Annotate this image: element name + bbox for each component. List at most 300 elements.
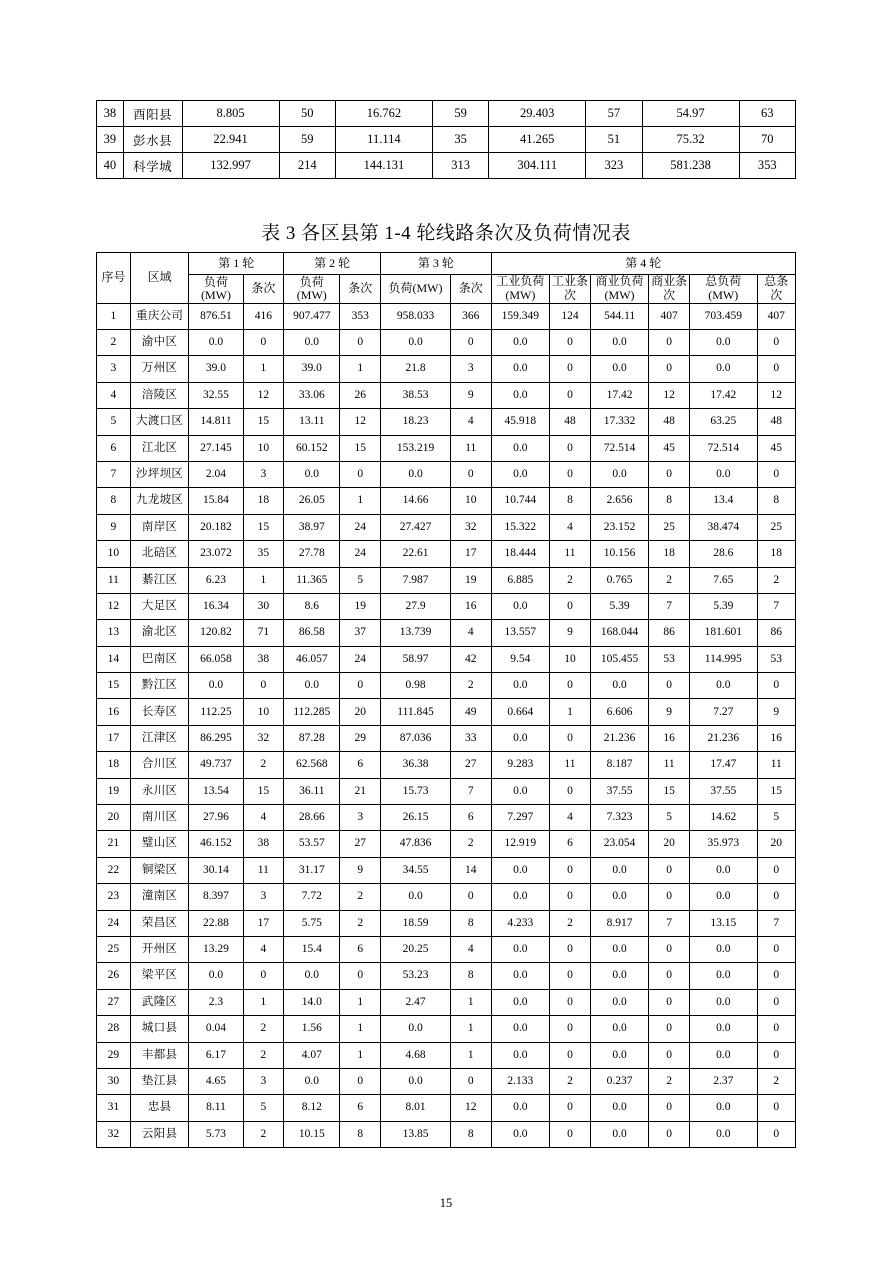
- cell-value: 6: [340, 936, 381, 962]
- cell-value: 46.057: [284, 646, 340, 672]
- cell-area: 铜梁区: [130, 857, 189, 883]
- header-seq: 序号: [97, 253, 131, 304]
- cell-seq: 6: [97, 435, 131, 461]
- cell-value: 23.072: [189, 541, 243, 567]
- cell-value: 29.403: [489, 101, 586, 127]
- cell-area: 南岸区: [130, 514, 189, 540]
- cell-area: 城口县: [130, 1016, 189, 1042]
- cell-value: 2: [757, 567, 795, 593]
- cell-value: 0.0: [590, 461, 649, 487]
- cell-seq: 16: [97, 699, 131, 725]
- cell-value: 63: [739, 101, 795, 127]
- cell-value: 8.397: [189, 884, 243, 910]
- cell-value: 13.4: [689, 488, 757, 514]
- cell-value: 6: [450, 805, 491, 831]
- cell-value: 0: [550, 1016, 591, 1042]
- cell-value: 7.987: [381, 567, 451, 593]
- cell-value: 0.0: [689, 1016, 757, 1042]
- cell-value: 22.941: [182, 127, 279, 153]
- cell-value: 70: [739, 127, 795, 153]
- table-title: 表 3 各区县第 1-4 轮线路条次及负荷情况表: [261, 223, 631, 244]
- cell-value: 8: [450, 910, 491, 936]
- cell-value: 25: [649, 514, 690, 540]
- cell-value: 132.997: [182, 153, 279, 179]
- cell-value: 18: [649, 541, 690, 567]
- cell-value: 0.0: [590, 1095, 649, 1121]
- cell-area: 开州区: [130, 936, 189, 962]
- cell-value: 12: [757, 382, 795, 408]
- cell-value: 6: [550, 831, 591, 857]
- cell-value: 15.73: [381, 778, 451, 804]
- cell-value: 0: [450, 1068, 491, 1094]
- cell-value: 10.15: [284, 1121, 340, 1147]
- cell-value: 13.15: [689, 910, 757, 936]
- cell-seq: 5: [97, 409, 131, 435]
- cell-value: 41.265: [489, 127, 586, 153]
- cell-area: 綦江区: [130, 567, 189, 593]
- cell-value: 214: [279, 153, 335, 179]
- table-row: [97, 620, 796, 646]
- cell-seq: 27: [97, 989, 131, 1015]
- cell-value: 4: [450, 620, 491, 646]
- cell-value: 46.152: [189, 831, 243, 857]
- cell-area: 云阳县: [130, 1121, 189, 1147]
- cell-value: 0.0: [381, 1016, 451, 1042]
- cell-value: 13.739: [381, 620, 451, 646]
- cell-value: 3: [340, 805, 381, 831]
- table-row: [97, 488, 796, 514]
- cell-value: 0.0: [689, 329, 757, 355]
- cell-value: 0: [649, 884, 690, 910]
- cell-value: 2: [550, 1068, 591, 1094]
- cell-value: 12: [649, 382, 690, 408]
- header-industrial-load: 工业负荷(MW): [491, 275, 550, 304]
- cell-value: 10: [243, 435, 284, 461]
- table-row: [97, 1016, 796, 1042]
- cell-seq: 1: [97, 303, 131, 329]
- cell-seq: 32: [97, 1121, 131, 1147]
- cell-value: 2: [340, 910, 381, 936]
- cell-value: 86.58: [284, 620, 340, 646]
- header-load-2: [284, 275, 340, 304]
- cell-value: 0: [649, 963, 690, 989]
- cell-value: 59: [279, 127, 335, 153]
- table-row: [97, 1068, 796, 1094]
- cell-value: 36.38: [381, 752, 451, 778]
- cell-value: 1: [340, 989, 381, 1015]
- cell-value: 0: [550, 1095, 591, 1121]
- cell-value: 0.0: [689, 963, 757, 989]
- cell-seq: 26: [97, 963, 131, 989]
- cell-value: 27.145: [189, 435, 243, 461]
- cell-value: 18.59: [381, 910, 451, 936]
- table-row: [97, 778, 796, 804]
- cell-value: 58.97: [381, 646, 451, 672]
- cell-value: 0.0: [590, 963, 649, 989]
- cell-value: 32: [450, 514, 491, 540]
- table-row: [97, 989, 796, 1015]
- cell-value: 28.66: [284, 805, 340, 831]
- cell-value: 60.152: [284, 435, 340, 461]
- cell-value: 2: [340, 884, 381, 910]
- header-commercial-load: 商业负荷(MW): [590, 275, 649, 304]
- cell-value: 0: [550, 435, 591, 461]
- cell-value: 0.0: [689, 936, 757, 962]
- cell-value: 0: [757, 963, 795, 989]
- cell-value: 13.85: [381, 1121, 451, 1147]
- cell-value: 120.82: [189, 620, 243, 646]
- cell-value: 1: [450, 1016, 491, 1042]
- cell-value: 416: [243, 303, 284, 329]
- cell-value: 124: [550, 303, 591, 329]
- cell-seq: 30: [97, 1068, 131, 1094]
- cell-value: 72.514: [689, 435, 757, 461]
- cell-value: 48: [649, 409, 690, 435]
- cell-value: 0.0: [590, 356, 649, 382]
- table-row: [97, 435, 796, 461]
- cell-value: 8: [450, 1121, 491, 1147]
- cell-value: 2: [649, 567, 690, 593]
- cell-value: 17: [450, 541, 491, 567]
- cell-value: 0: [757, 1121, 795, 1147]
- table-row: [97, 884, 796, 910]
- header-row-groups: [97, 253, 796, 275]
- cell-value: 0: [649, 329, 690, 355]
- cell-value: 6.885: [491, 567, 550, 593]
- cell-value: 0: [757, 884, 795, 910]
- cell-value: 0: [649, 1042, 690, 1068]
- cell-value: 0: [649, 1016, 690, 1042]
- cell-value: 0.0: [491, 356, 550, 382]
- cell-value: 4: [243, 936, 284, 962]
- cell-value: 0.237: [590, 1068, 649, 1094]
- cell-region: 彭水县: [123, 127, 182, 153]
- cell-value: 0.0: [491, 461, 550, 487]
- cell-value: 5: [243, 1095, 284, 1121]
- cell-value: 7.323: [590, 805, 649, 831]
- cell-value: 12.919: [491, 831, 550, 857]
- cell-value: 3: [450, 356, 491, 382]
- cell-value: 7.72: [284, 884, 340, 910]
- cell-value: 13.557: [491, 620, 550, 646]
- cell-seq: 29: [97, 1042, 131, 1068]
- cell-value: 10: [550, 646, 591, 672]
- cell-value: 112.25: [189, 699, 243, 725]
- cell-value: 0.0: [590, 1042, 649, 1068]
- cell-seq: 24: [97, 910, 131, 936]
- cell-seq: 38: [97, 101, 124, 127]
- cell-value: 0: [340, 963, 381, 989]
- cell-value: 12: [243, 382, 284, 408]
- cell-value: 0.04: [189, 1016, 243, 1042]
- header-area: 区域: [130, 253, 189, 304]
- cell-value: 34.55: [381, 857, 451, 883]
- cell-value: 2: [649, 1068, 690, 1094]
- cell-value: 544.11: [590, 303, 649, 329]
- cell-value: 14.62: [689, 805, 757, 831]
- cell-value: 0: [550, 356, 591, 382]
- cell-value: 8.187: [590, 752, 649, 778]
- cell-value: 17.42: [689, 382, 757, 408]
- cell-area: 江津区: [130, 725, 189, 751]
- cell-value: 39.0: [189, 356, 243, 382]
- cell-value: 313: [432, 153, 488, 179]
- cell-value: 105.455: [590, 646, 649, 672]
- cell-value: 4.07: [284, 1042, 340, 1068]
- cell-value: 0: [243, 963, 284, 989]
- cell-area: 沙坪坝区: [130, 461, 189, 487]
- cell-value: 0.0: [189, 673, 243, 699]
- cell-value: 0.0: [491, 963, 550, 989]
- cell-area: 大足区: [130, 593, 189, 619]
- cell-value: 4: [550, 514, 591, 540]
- cell-value: 66.058: [189, 646, 243, 672]
- cell-value: 0: [649, 673, 690, 699]
- cell-value: 0.0: [689, 1042, 757, 1068]
- cell-value: 15.84: [189, 488, 243, 514]
- header-industrial-count: 工业条次: [550, 275, 591, 304]
- cell-value: 0.0: [284, 461, 340, 487]
- cell-value: 5.39: [590, 593, 649, 619]
- cell-area: 丰都县: [130, 1042, 189, 1068]
- cell-value: 18: [243, 488, 284, 514]
- table-row: [97, 1095, 796, 1121]
- cell-value: 15: [243, 409, 284, 435]
- cell-value: 30: [243, 593, 284, 619]
- header-load-1: [189, 275, 243, 304]
- cell-seq: 17: [97, 725, 131, 751]
- cell-region: 酉阳县: [123, 101, 182, 127]
- cell-value: 87.28: [284, 725, 340, 751]
- header-round2: 第 2 轮: [284, 253, 381, 275]
- cell-value: 18.23: [381, 409, 451, 435]
- cell-value: 0: [757, 673, 795, 699]
- cell-area: 万州区: [130, 356, 189, 382]
- cell-value: 10.744: [491, 488, 550, 514]
- cell-value: 11: [550, 541, 591, 567]
- cell-value: 2.47: [381, 989, 451, 1015]
- cell-value: 18.444: [491, 541, 550, 567]
- cell-value: 23.152: [590, 514, 649, 540]
- cell-value: 87.036: [381, 725, 451, 751]
- cell-seq: 2: [97, 329, 131, 355]
- cell-value: 0.0: [689, 1121, 757, 1147]
- cell-value: 22.88: [189, 910, 243, 936]
- cell-value: 366: [450, 303, 491, 329]
- cell-value: 53: [757, 646, 795, 672]
- cell-value: 6: [340, 752, 381, 778]
- cell-seq: 14: [97, 646, 131, 672]
- cell-value: 0.0: [284, 1068, 340, 1094]
- cell-value: 4: [550, 805, 591, 831]
- cell-value: 13.54: [189, 778, 243, 804]
- cell-value: 4.233: [491, 910, 550, 936]
- cell-value: 35: [432, 127, 488, 153]
- header-load-3: 负荷(MW): [381, 275, 451, 304]
- cell-area: 忠县: [130, 1095, 189, 1121]
- cell-value: 17: [243, 910, 284, 936]
- cell-value: 0.0: [491, 435, 550, 461]
- cell-value: 11.365: [284, 567, 340, 593]
- cell-value: 48: [550, 409, 591, 435]
- cell-value: 30.14: [189, 857, 243, 883]
- cell-value: 181.601: [689, 620, 757, 646]
- cell-area: 江北区: [130, 435, 189, 461]
- header-count-2: 条次: [340, 275, 381, 304]
- cell-value: 0: [550, 673, 591, 699]
- cell-seq: 28: [97, 1016, 131, 1042]
- header-load-label: 负荷: [299, 274, 324, 289]
- cell-value: 144.131: [335, 153, 432, 179]
- cell-value: 21.236: [590, 725, 649, 751]
- cell-value: 24: [340, 541, 381, 567]
- cell-value: 0.0: [284, 963, 340, 989]
- table-row: [97, 699, 796, 725]
- cell-value: 0: [550, 329, 591, 355]
- cell-value: 159.349: [491, 303, 550, 329]
- cell-value: 54.97: [642, 101, 739, 127]
- cell-value: 36.11: [284, 778, 340, 804]
- cell-value: 59: [432, 101, 488, 127]
- cell-value: 4: [243, 805, 284, 831]
- cell-value: 1: [340, 488, 381, 514]
- cell-value: 0.0: [491, 725, 550, 751]
- cell-value: 407: [757, 303, 795, 329]
- cell-value: 0.0: [381, 329, 451, 355]
- cell-value: 0.0: [189, 329, 243, 355]
- cell-value: 45: [757, 435, 795, 461]
- cell-value: 0.0: [491, 884, 550, 910]
- cell-value: 15.4: [284, 936, 340, 962]
- cell-value: 2.37: [689, 1068, 757, 1094]
- cell-value: 6.23: [189, 567, 243, 593]
- cell-value: 0: [340, 329, 381, 355]
- cell-value: 15: [243, 514, 284, 540]
- cell-value: 9: [649, 699, 690, 725]
- table-row: [97, 567, 796, 593]
- cell-value: 11: [757, 752, 795, 778]
- cell-value: 0: [649, 936, 690, 962]
- cell-value: 8: [550, 488, 591, 514]
- cell-value: 112.285: [284, 699, 340, 725]
- cell-value: 57: [586, 101, 642, 127]
- cell-seq: 18: [97, 752, 131, 778]
- cell-value: 2: [757, 1068, 795, 1094]
- cell-area: 璧山区: [130, 831, 189, 857]
- cell-area: 梁平区: [130, 963, 189, 989]
- cell-seq: 25: [97, 936, 131, 962]
- cell-value: 0: [757, 461, 795, 487]
- cell-value: 0: [649, 1095, 690, 1121]
- cell-value: 353: [340, 303, 381, 329]
- cell-value: 16: [757, 725, 795, 751]
- cell-value: 17.47: [689, 752, 757, 778]
- cell-value: 5: [340, 567, 381, 593]
- cell-value: 31.17: [284, 857, 340, 883]
- cell-value: 38: [243, 831, 284, 857]
- cell-value: 2: [243, 752, 284, 778]
- cell-value: 7: [450, 778, 491, 804]
- cell-area: 涪陵区: [130, 382, 189, 408]
- cell-value: 5.73: [189, 1121, 243, 1147]
- cell-value: 0.0: [689, 857, 757, 883]
- table-row: [97, 831, 796, 857]
- cell-value: 0: [757, 356, 795, 382]
- cell-seq: 7: [97, 461, 131, 487]
- cell-value: 0: [550, 936, 591, 962]
- cell-value: 0: [550, 461, 591, 487]
- header-count-1: 条次: [243, 275, 284, 304]
- cell-area: 渝北区: [130, 620, 189, 646]
- cell-value: 0: [550, 725, 591, 751]
- cell-value: 75.32: [642, 127, 739, 153]
- cell-value: 7: [757, 910, 795, 936]
- cell-value: 27.96: [189, 805, 243, 831]
- cell-value: 907.477: [284, 303, 340, 329]
- cell-value: 19: [340, 593, 381, 619]
- cell-value: 0: [550, 382, 591, 408]
- cell-value: 16: [450, 593, 491, 619]
- cell-value: 876.51: [189, 303, 243, 329]
- table-row: [97, 963, 796, 989]
- cell-value: 0.0: [689, 1095, 757, 1121]
- cell-area: 荣昌区: [130, 910, 189, 936]
- cell-area: 垫江县: [130, 1068, 189, 1094]
- cell-value: 33: [450, 725, 491, 751]
- cell-value: 0: [757, 1095, 795, 1121]
- cell-value: 15: [649, 778, 690, 804]
- cell-value: 8: [450, 963, 491, 989]
- cell-value: 1: [550, 699, 591, 725]
- cell-value: 53.57: [284, 831, 340, 857]
- cell-seq: 11: [97, 567, 131, 593]
- cell-value: 2: [450, 831, 491, 857]
- cell-value: 26: [340, 382, 381, 408]
- cell-area: 北碚区: [130, 541, 189, 567]
- cell-value: 1: [243, 356, 284, 382]
- cell-region: 科学城: [123, 153, 182, 179]
- cell-value: 0.0: [689, 884, 757, 910]
- cell-value: 2: [243, 1121, 284, 1147]
- cell-value: 16.762: [335, 101, 432, 127]
- cell-value: 38: [243, 646, 284, 672]
- cell-value: 11: [450, 435, 491, 461]
- cell-value: 4.65: [189, 1068, 243, 1094]
- cell-value: 17.332: [590, 409, 649, 435]
- cell-value: 14.66: [381, 488, 451, 514]
- cell-area: 重庆公司: [130, 303, 189, 329]
- cell-value: 0: [243, 329, 284, 355]
- cell-value: 0.0: [491, 1042, 550, 1068]
- cell-value: 50: [279, 101, 335, 127]
- cell-value: 38.53: [381, 382, 451, 408]
- cell-value: 2: [450, 673, 491, 699]
- cell-value: 0.0: [491, 382, 550, 408]
- cell-value: 39.0: [284, 356, 340, 382]
- cell-value: 33.06: [284, 382, 340, 408]
- table-row: [97, 593, 796, 619]
- cell-value: 72.514: [590, 435, 649, 461]
- cell-value: 10.156: [590, 541, 649, 567]
- cell-value: 958.033: [381, 303, 451, 329]
- cell-value: 35.973: [689, 831, 757, 857]
- cell-value: 0.0: [491, 936, 550, 962]
- cell-value: 0.0: [189, 963, 243, 989]
- header-round1: 第 1 轮: [189, 253, 284, 275]
- cell-value: 114.995: [689, 646, 757, 672]
- cell-seq: 4: [97, 382, 131, 408]
- cell-seq: 21: [97, 831, 131, 857]
